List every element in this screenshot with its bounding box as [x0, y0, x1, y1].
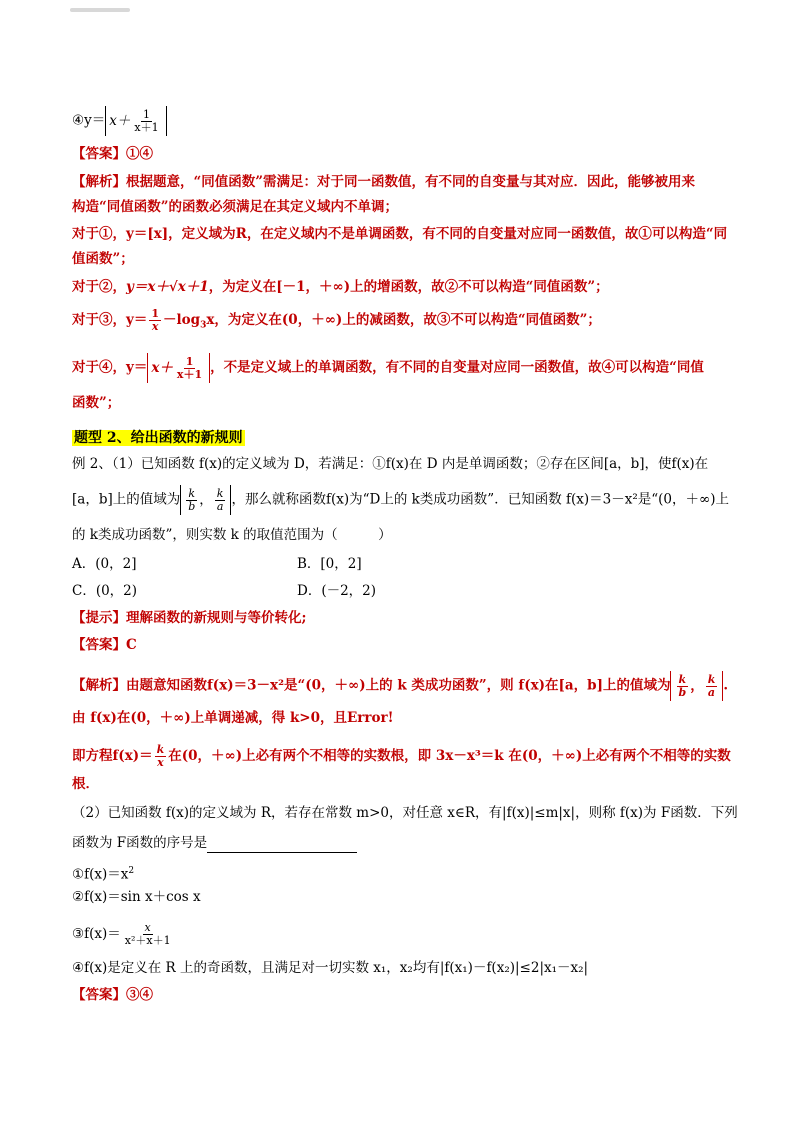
text: ，为定义在[－1，＋∞)上的增函数，故②不可以构造“同值函数”； — [208, 279, 609, 295]
problem-2-line-2 — [72, 833, 357, 853]
fraction-denominator: x＋1 — [176, 368, 203, 381]
analysis-2-line-4: 根． — [72, 776, 99, 792]
option-c: C．(0，2) — [72, 583, 138, 599]
answer-blank[interactable] — [207, 838, 357, 853]
fraction — [155, 744, 167, 769]
fraction — [706, 674, 718, 699]
text: 对于③，y＝ — [72, 312, 148, 328]
fraction — [123, 922, 173, 947]
section-title: 题型 2、给出函数的新规则 — [74, 430, 243, 446]
fraction-numerator: k — [188, 487, 196, 500]
text: ，不是定义域上的单调函数，有不同的自变量对应同一函数值，故④可以构造“同值 — [210, 359, 704, 376]
page-header-marks — [70, 8, 130, 12]
function-2: ②f(x)＝sin x＋cos x — [72, 889, 201, 905]
text: 对于②， — [72, 279, 126, 295]
answer-3 — [72, 985, 153, 1005]
fraction-numerator: x — [144, 921, 151, 934]
answer-value: ③④ — [126, 987, 153, 1003]
answer-tag: 【答案】 — [72, 987, 126, 1003]
answer-2 — [72, 635, 137, 655]
fraction-numerator: k — [156, 743, 165, 756]
option-a: A．(0，2] — [72, 556, 137, 572]
analysis-1-line-3: 对于①，y＝[x]，定义域为R，在定义域内不是单调函数，有不同的自变量对应同一函数值，故①可以构造“同 — [72, 226, 728, 242]
fraction-denominator: x — [151, 320, 159, 333]
hint-tag: 【提示】 — [72, 610, 126, 626]
fraction-numerator: 1 — [185, 355, 194, 368]
abs-prefix: x＋ — [151, 360, 173, 376]
abs-expression — [105, 106, 166, 136]
analysis-text: 根据题意，“同值函数”需满足：对于同一函数值，有不同的自变量与其对应．因此，能够被用来 — [126, 174, 696, 190]
fraction-denominator: a — [216, 500, 224, 513]
analysis-2-line-3 — [72, 744, 731, 769]
analysis-1-line-1 — [72, 172, 695, 192]
bracket-interval: $\frac{k}{b}$ ， $\frac{k}{a}$ — [670, 671, 723, 701]
fraction-denominator: x — [157, 756, 164, 769]
text: x，为定义在(0，＋∞)上的减函数，故③不可以构造“同值函数”； — [206, 312, 601, 328]
function-1 — [72, 861, 134, 885]
section-heading — [72, 428, 245, 448]
answer-value: ①④ — [126, 146, 153, 162]
analysis-1-line-2: 构造“同值函数”的函数必须满足在其定义域内不单调； — [72, 199, 399, 215]
text: ①f(x)＝x — [72, 866, 129, 883]
text: －log — [163, 312, 201, 328]
fraction-denominator: x＋1 — [134, 121, 159, 134]
hint-text: 理解函数的新规则与等价转化; — [126, 610, 307, 626]
text: 即方程f(x)＝ — [72, 748, 153, 764]
analysis-2-line-2: 由 f(x)在(0，＋∞)上单调递减，得 k>0，且Error! — [72, 710, 394, 726]
text: 在(0，＋∞)上必有两个不相等的实数根，即 3x－x³＝k 在(0，＋∞)上必有两个不相等的实数 — [168, 748, 731, 764]
math-expression: y＝x＋√x＋1 — [126, 279, 209, 295]
fraction-numerator: 1 — [151, 307, 160, 320]
header-mark — [70, 8, 130, 12]
text: 函数为 F函数的序号是 — [72, 835, 208, 851]
analysis-1-line-4: 值函数”； — [72, 251, 134, 267]
fraction-numerator: k — [707, 673, 716, 686]
analysis-2-line-1 — [72, 671, 728, 701]
fraction-denominator: x²＋x＋1 — [124, 934, 171, 947]
option-d: D．(－2，2) — [297, 583, 377, 599]
example-2-line-2 — [72, 485, 729, 515]
answer-1 — [72, 144, 153, 164]
analysis-1-line-5 — [72, 277, 609, 297]
fraction — [149, 308, 161, 333]
log-base: 3 — [200, 320, 207, 331]
abs-prefix: x＋ — [109, 113, 131, 129]
fraction-denominator: b — [188, 500, 196, 513]
fraction — [215, 488, 226, 513]
option-b: B．[0，2] — [297, 556, 362, 572]
answer-value: C — [126, 637, 137, 653]
fraction-numerator: 1 — [142, 108, 150, 121]
analysis-1-line-8: 函数”； — [72, 395, 121, 411]
function-4: ④f(x)是定义在 R 上的奇函数，且满足对一切实数 x₁，x₂均有|f(x₁)－f(x₂)|≤2|x₁－x₂| — [72, 960, 589, 976]
example-2-line-3: 的 k类成功函数”，则实数 k 的取值范围为（ ） — [72, 527, 392, 543]
abs-expression — [147, 353, 210, 383]
text: [a，b]上的值域为 — [72, 491, 181, 508]
fraction-denominator: b — [678, 686, 687, 699]
text: 由题意知函数f(x)＝3－x²是“(0，＋∞)上的 k 类成功函数”，则 f(x)在[a，b]上的值域为 — [126, 677, 671, 694]
fraction-numerator: k — [678, 673, 687, 686]
fraction — [676, 674, 688, 699]
bracket-interval: $\frac{k}{b}$ ， $\frac{k}{a}$ — [180, 485, 231, 515]
fraction-numerator: k — [216, 487, 224, 500]
analysis-1-line-6 — [72, 308, 601, 336]
item-4-lead: ④y＝ — [72, 112, 106, 129]
problem-2-line-1: （2）已知函数 f(x)的定义域为 R，若存在常数 m>0，对任意 x∈R，有|f(x)|≤m|x|，则称 f(x)为 F函数．下列 — [72, 805, 738, 821]
text: . — [723, 677, 729, 694]
item-4-line — [72, 106, 167, 136]
text: 对于④，y＝ — [72, 359, 148, 376]
fraction — [186, 488, 197, 513]
analysis-tag: 【解析】 — [72, 174, 126, 190]
text: ，那么就称函数f(x)为“D上的 k类成功函数”．已知函数 f(x)＝3－x²是“(0，＋∞)上 — [231, 491, 730, 508]
fraction — [175, 356, 204, 381]
analysis-tag: 【解析】 — [72, 677, 126, 694]
fraction — [132, 109, 160, 134]
analysis-1-line-7 — [72, 353, 704, 383]
fraction-denominator: a — [707, 686, 716, 699]
hint — [72, 608, 306, 628]
answer-tag: 【答案】 — [72, 146, 126, 162]
exponent: 2 — [128, 866, 135, 876]
text: ③f(x)＝ — [72, 926, 121, 942]
answer-tag: 【答案】 — [72, 637, 126, 653]
example-2-line-1: 例 2、（1）已知函数 f(x)的定义域为 D，若满足：①f(x)在 D 内是单调函数；②存在区间[a，b]，使f(x)在 — [72, 456, 709, 472]
function-3 — [72, 922, 175, 947]
